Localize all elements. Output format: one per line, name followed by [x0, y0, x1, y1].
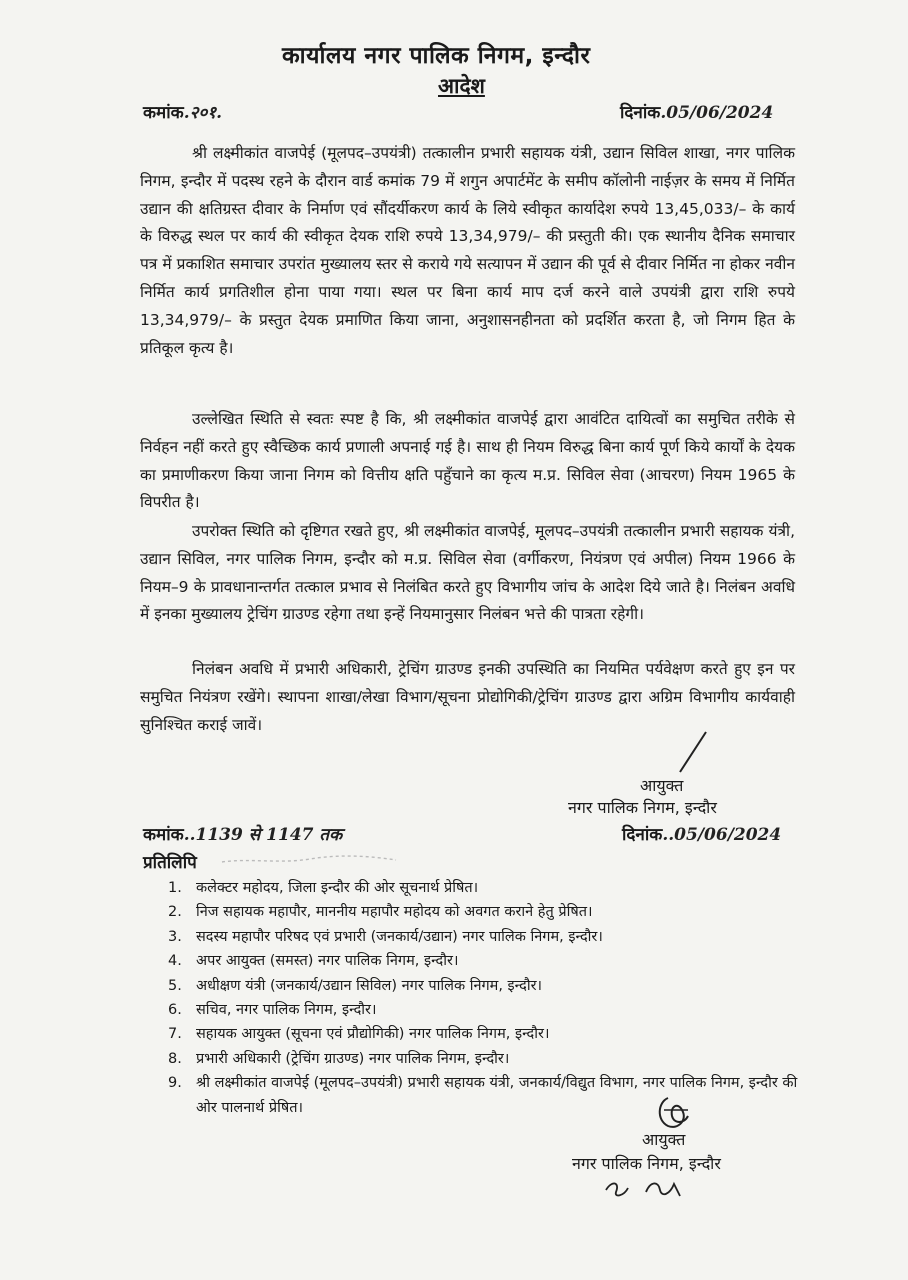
body-paragraph-4: [140, 656, 795, 739]
order-number-value: .२०१.: [183, 103, 223, 123]
order-date-value: .05/06/2024: [660, 103, 774, 123]
order-number-label: कमांक: [143, 103, 184, 123]
copy-number-label: कमांक: [143, 825, 184, 845]
list-item-number: 4.: [168, 953, 182, 970]
paragraph-text: उपरोक्त स्थिति को दृष्टिगत रखते हुए, श्री लक्ष्मीकांत वाजपेई, मूलपद–उपयंत्री तत्कालीन प्रभारी सहायक यंत्री, उद्यान सिविल, नगर पालिक निगम, इन्दौर को म.प्र. सिविल सेवा (वर्गीकरण, नियंत्रण एवं अपील) नियम 1966 के नियम–9 के प्रावधानान्तर्गत तत्काल प्रभाव से निलंबित करते हुए विभागीय जांच के आदेश दिये जाते है। निलंबन अवधि में इनका मुख्यालय ट्रेचिंग ग्राउण्ड रहेगा तथा इन्हें नियमानुसार निलंबन भत्ते की पात्रता रहेगी।: [140, 522, 795, 624]
signatory-designation: आयुक्त: [640, 776, 684, 795]
order-date: [620, 100, 773, 123]
list-item-text: कलेक्टर महोदय, जिला इन्दौर की ओर सूचनार्थ प्रेषित।: [196, 880, 479, 896]
list-item-text: अपर आयुक्त (समस्त) नगर पालिक निगम, इन्दौर।: [196, 953, 459, 970]
copy-date-label: दिनांक: [622, 825, 663, 845]
body-paragraph-1: [140, 140, 795, 362]
list-item-number: 7.: [168, 1026, 182, 1043]
list-item: [168, 900, 808, 924]
order-date-label: दिनांक: [620, 103, 661, 123]
faded-stamp-icon: [220, 848, 400, 870]
list-item-text: सहायक आयुक्त (सूचना एवं प्रौद्योगिकी) नगर पालिक निगम, इन्दौर।: [196, 1026, 550, 1043]
list-item: [168, 974, 808, 998]
list-item-number: 2.: [168, 904, 182, 921]
tick-mark-icon: [672, 728, 712, 778]
body-paragraph-3: [140, 518, 795, 629]
copy-number: [143, 822, 342, 845]
list-item: [168, 1071, 808, 1120]
list-item: [168, 1022, 808, 1046]
signatory-office-2: नगर पालिक निगम, इन्दौर: [572, 1154, 721, 1173]
copy-list-label: प्रतिलिपि: [143, 853, 197, 873]
initials-scribble-icon: [600, 1172, 690, 1202]
list-item-text: अधीक्षण यंत्री (जनकार्य/उद्यान सिविल) नगर पालिक निगम, इन्दौर।: [196, 977, 543, 994]
paragraph-text: उल्लेखित स्थिति से स्वतः स्पष्ट है कि, श्री लक्ष्मीकांत वाजपेई द्वारा आवंटित दायित्वों का समुचित तरीके से निर्वहन नहीं करते हुए स्वैच्छिक कार्य प्रणाली अपनाई गई है। साथ ही नियम विरुद्ध बिना कार्य पूर्ण किये कार्यों के देयक का प्रमाणीकरण किया जाना निगम को वित्तीय क्षति पहुँचाने का कृत्य म.प्र. सिविल सेवा (आचरण) नियम 1965 के विपरीत है।: [140, 410, 795, 512]
copy-list: [168, 876, 808, 1120]
list-item: [168, 925, 808, 949]
copy-date-value: ..05/06/2024: [662, 825, 782, 845]
list-item: [168, 949, 808, 973]
order-heading: आदेश: [438, 74, 485, 98]
office-title: कार्यालय नगर पालिक निगम, इन्दौर: [282, 43, 591, 69]
list-item-number: 8.: [168, 1050, 182, 1067]
list-item-text: सदस्य महापौर परिषद एवं प्रभारी (जनकार्य/उद्यान) नगर पालिक निगम, इन्दौर।: [196, 928, 603, 945]
paragraph-text: श्री लक्ष्मीकांत वाजपेई (मूलपद–उपयंत्री) तत्कालीन प्रभारी सहायक यंत्री, उद्यान सिविल शाखा, नगर पालिक निगम, इन्दौर में पदस्थ रहने के दौरान वार्ड कमांक 79 में शगुन अपार्टमेंट के समीप कॉलोनी नाईज़र के समय में निर्मित उद्यान की क्षतिग्रस्त दीवार के निर्माण एवं सौंदर्यीकरण कार्य के लिये स्वीकृत कार्यादेश रुपये 13,45,033/– के कार्य के विरुद्ध स्थल पर कार्य की स्वीकृत देयक राशि रुपये 13,34,979/– की प्रस्तुती की। एक स्थानीय दैनिक समाचार पत्र में प्रकाशित समाचार उपरांत मुख्यालय स्तर से कराये गये सत्यापन में उद्यान की पूर्व से दीवार निर्मित ना होकर नवीन निर्मित कार्य प्रगतिशील होना पाया गया। स्थल पर बिना कार्य माप दर्ज करने वाले उपयंत्री द्वारा राशि रुपये 13,34,979/– के प्रस्तुत देयक प्रमाणित किया जाना, अनुशासनहीनता को प्रदर्शित करता है, जो निगम हित के प्रतिकूल कृत्य है।: [140, 144, 795, 357]
list-item-text: श्री लक्ष्मीकांत वाजपेई (मूलपद–उपयंत्री) प्रभारी सहायक यंत्री, जनकार्य/विद्युत विभाग, नगर पालिक निगम, इन्दौर की ओर पालनार्थ प्रेषित।: [196, 1075, 798, 1116]
list-item: [168, 876, 808, 900]
order-number: [143, 100, 222, 123]
list-item-number: 1.: [168, 880, 182, 896]
list-item-number: 9.: [168, 1075, 182, 1092]
signatory-designation-2: आयुक्त: [642, 1130, 686, 1149]
list-item-text: प्रभारी अधिकारी (ट्रेचिंग ग्राउण्ड) नगर पालिक निगम, इन्दौर।: [196, 1050, 510, 1067]
copy-date: [622, 822, 781, 845]
list-item: [168, 998, 808, 1022]
paragraph-text: निलंबन अवधि में प्रभारी अधिकारी, ट्रेचिंग ग्राउण्ड इनकी उपस्थिति का नियमित पर्यवेक्षण करते हुए इन पर समुचित नियंत्रण रखेंगे। स्थापना शाखा/लेखा विभाग/सूचना प्रोद्योगिकी/ट्रेचिंग ग्राउण्ड द्वारा अग्रिम विभागीय कार्यवाही सुनिश्चित कराई जावें।: [140, 660, 795, 734]
list-item-number: 3.: [168, 928, 182, 945]
list-item-text: सचिव, नगर पालिक निगम, इन्दौर।: [196, 1002, 377, 1019]
signatory-office: नगर पालिक निगम, इन्दौर: [568, 798, 717, 817]
list-item-text: निज सहायक महापौर, माननीय महापौर महोदय को अवगत कराने हेतु प्रेषित।: [196, 904, 593, 921]
list-item-number: 5.: [168, 977, 182, 994]
list-item-number: 6.: [168, 1002, 182, 1019]
copy-number-value: ..1139 से 1147 तक: [183, 825, 343, 845]
body-paragraph-2: [140, 406, 795, 517]
list-item: [168, 1047, 808, 1071]
